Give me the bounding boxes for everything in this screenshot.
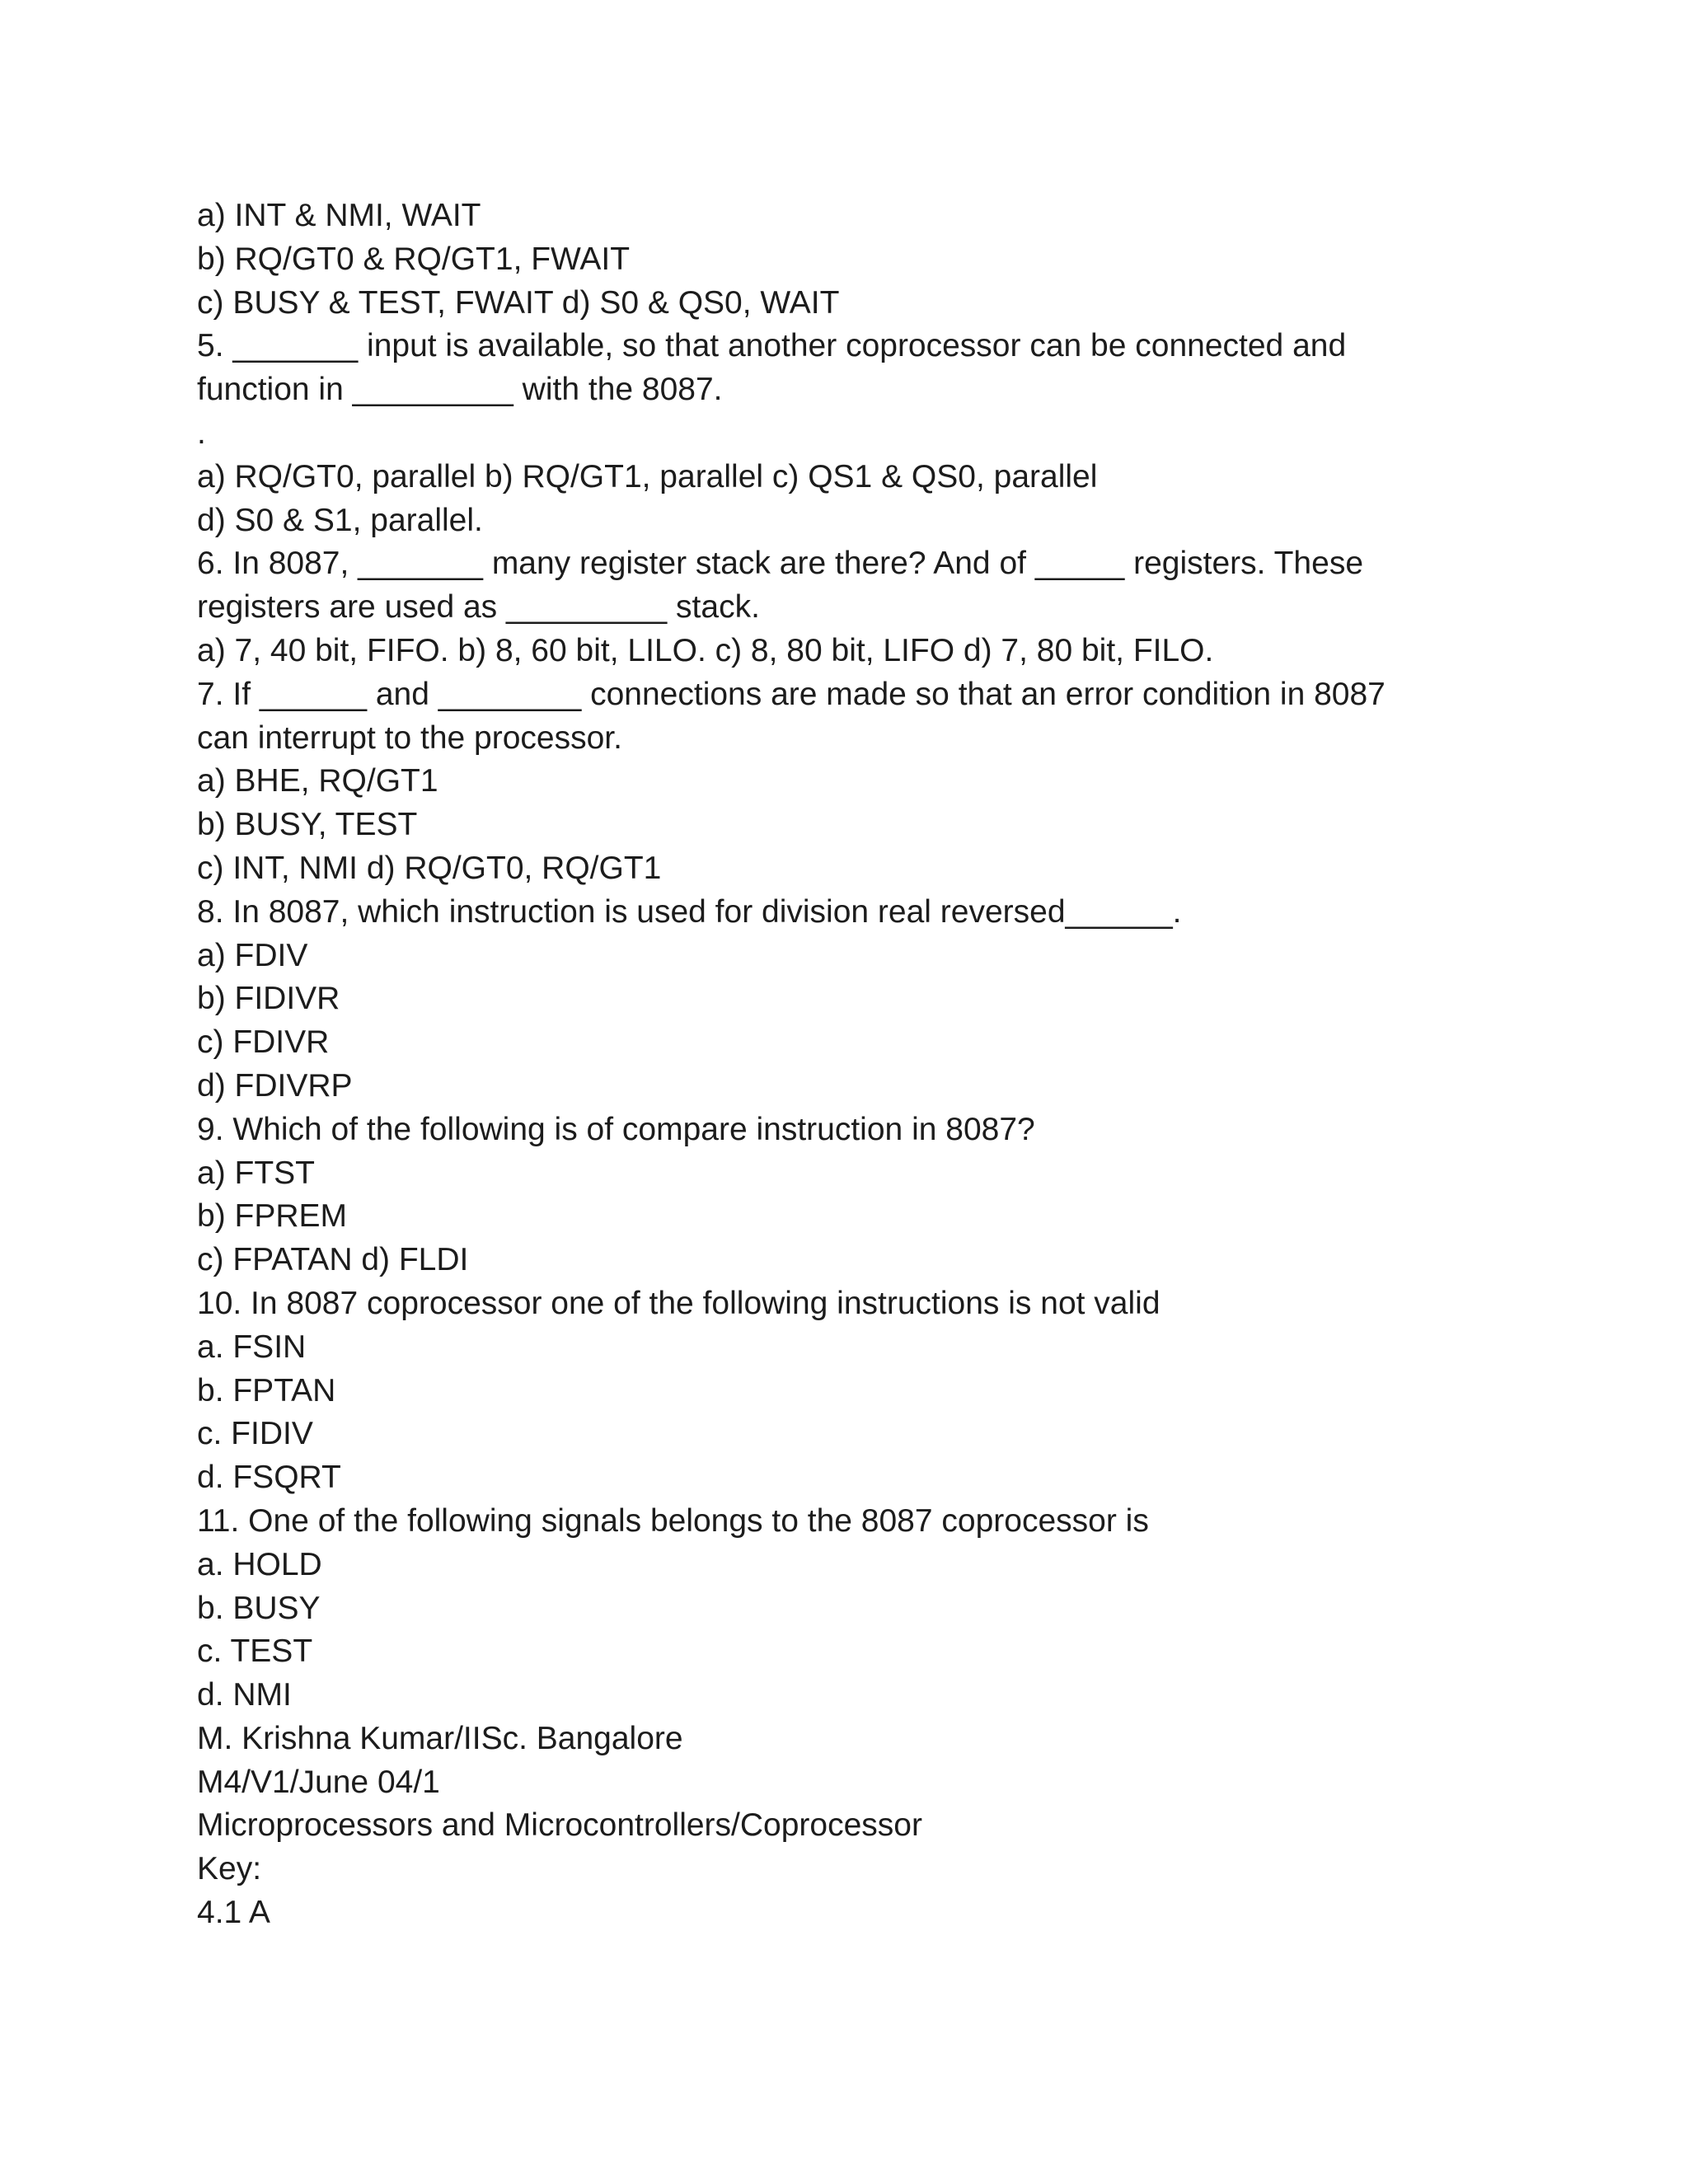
option-line: c) FPATAN d) FLDI bbox=[197, 1242, 469, 1278]
option-line: c. FIDIV bbox=[197, 1416, 313, 1452]
question-11-line: 11. One of the following signals belongs to the 8087 coprocessor is bbox=[197, 1502, 1149, 1539]
question-10-line: 10. In 8087 coprocessor one of the following instructions is not valid bbox=[197, 1285, 1160, 1321]
option-line: c. TEST bbox=[197, 1633, 313, 1670]
option-line: c) FDIVR bbox=[197, 1024, 330, 1061]
question-5-continuation: function in _________ with the 8087. bbox=[197, 372, 723, 408]
question-8-line: 8. In 8087, which instruction is used for division real reversed______. bbox=[197, 893, 1182, 930]
option-line: b) BUSY, TEST bbox=[197, 807, 418, 843]
option-line: c) INT, NMI d) RQ/GT0, RQ/GT1 bbox=[197, 850, 662, 886]
question-6-continuation: registers are used as _________ stack. bbox=[197, 589, 760, 626]
option-line: a) INT & NMI, WAIT bbox=[197, 198, 481, 233]
option-line: b) FPREM bbox=[197, 1198, 348, 1235]
question-7-continuation: can interrupt to the processor. bbox=[197, 719, 622, 756]
author-line: M. Krishna Kumar/IISc. Bangalore bbox=[197, 1720, 683, 1756]
key-answer-line: 4.1 A bbox=[197, 1895, 270, 1931]
option-line: b. FPTAN bbox=[197, 1372, 336, 1408]
option-line: d) FDIVRP bbox=[197, 1067, 353, 1104]
version-line: M4/V1/June 04/1 bbox=[197, 1764, 440, 1800]
option-line: c) BUSY & TEST, FWAIT d) S0 & QS0, WAIT bbox=[197, 284, 840, 321]
key-heading: Key: bbox=[197, 1851, 262, 1887]
option-line: d. FSQRT bbox=[197, 1460, 341, 1496]
option-line: a) FTST bbox=[197, 1155, 315, 1191]
question-9-line: 9. Which of the following is of compare instruction in 8087? bbox=[197, 1111, 1035, 1147]
question-7-line: 7. If ______ and ________ connections are made so that an error condition in 8087 bbox=[197, 676, 1386, 712]
question-5-line: 5. _______ input is available, so that another coprocessor can be connected and bbox=[197, 328, 1347, 364]
option-line: a) 7, 40 bit, FIFO. b) 8, 60 bit, LILO. c) 8, 80 bit, LIFO d) 7, 80 bit, FILO. bbox=[197, 632, 1214, 668]
option-line: a. FSIN bbox=[197, 1329, 307, 1365]
option-line: a) RQ/GT0, parallel b) RQ/GT1, parallel c) QS1 & QS0, parallel bbox=[197, 458, 1098, 494]
option-line: a) BHE, RQ/GT1 bbox=[197, 763, 438, 799]
option-line: d. NMI bbox=[197, 1677, 292, 1713]
document-body bbox=[197, 194, 1648, 1935]
question-6-line: 6. In 8087, _______ many register stack are there? And of _____ registers. These bbox=[197, 546, 1364, 582]
course-line: Microprocessors and Microcontrollers/Coprocessor bbox=[197, 1807, 922, 1844]
option-line: a. HOLD bbox=[197, 1546, 322, 1582]
option-line: b. BUSY bbox=[197, 1590, 321, 1626]
option-line: b) FIDIVR bbox=[197, 981, 340, 1017]
option-line: a) FDIV bbox=[197, 937, 308, 973]
option-line: d) S0 & S1, parallel. bbox=[197, 502, 483, 538]
option-line: b) RQ/GT0 & RQ/GT1, FWAIT bbox=[197, 241, 631, 277]
stray-dot: . bbox=[197, 415, 206, 451]
